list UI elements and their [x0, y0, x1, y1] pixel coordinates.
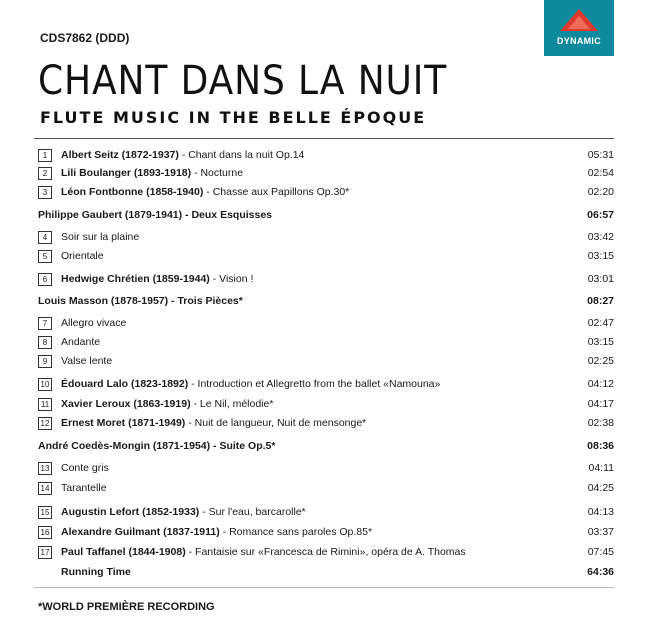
composer: Ernest Moret (1871-1949) [61, 417, 186, 429]
catalog-number: CDS7862 (DDD) [40, 31, 130, 45]
work-title: Orientale [61, 250, 104, 262]
track-number: 10 [38, 378, 52, 391]
composer: Hedwige Chrétien (1859-1944) [61, 273, 210, 285]
track-row [38, 333, 614, 351]
composer: Édouard Lalo (1823-1892) [61, 378, 189, 390]
work-title: Valse lente [61, 355, 113, 367]
work-title: - Romance sans paroles Op.85* [219, 526, 373, 538]
track-title [61, 395, 273, 413]
duration: 02:20 [587, 186, 614, 198]
duration: 04:11 [588, 462, 614, 474]
track-row [38, 479, 614, 497]
track-title [61, 563, 131, 581]
track-row [38, 352, 614, 370]
track-title [61, 375, 440, 393]
divider [34, 587, 614, 588]
track-number: 3 [38, 186, 52, 199]
dynamic-logo [544, 0, 614, 56]
track-number: 17 [38, 546, 52, 559]
track-row [38, 164, 614, 182]
work-header-row [38, 292, 614, 310]
duration: 64:36 [587, 566, 614, 578]
footnote: *WORLD PREMIÈRE RECORDING [38, 601, 215, 613]
composer: Louis Masson (1878-1957) [38, 295, 169, 307]
track-title [38, 437, 275, 455]
track-row [38, 247, 614, 265]
track-number: 9 [38, 355, 52, 368]
track-title [61, 414, 366, 432]
track-number: 1 [38, 149, 52, 162]
work-title: Soir sur la plaine [61, 231, 140, 243]
work-header-row [38, 437, 614, 455]
work-title: Allegro vivace [61, 317, 127, 329]
track-row [38, 270, 614, 288]
track-row [38, 183, 614, 201]
work-title: - Sur l'eau, barcarolle* [199, 506, 306, 518]
running-time-row [38, 563, 614, 581]
composer: Lili Boulanger (1893-1918) [61, 167, 192, 179]
work-title: Conte gris [61, 462, 109, 474]
work-title: - Deux Esquisses [182, 209, 273, 221]
duration: 02:54 [587, 167, 614, 179]
duration: 03:37 [587, 526, 614, 538]
track-row [38, 523, 614, 541]
work-title: - Trois Pièces* [168, 295, 243, 307]
duration: 02:38 [587, 417, 614, 429]
duration: 03:15 [587, 336, 614, 348]
composer: Running Time [61, 566, 131, 578]
track-title [61, 459, 109, 477]
track-number: 16 [38, 526, 52, 539]
work-title: - Le Nil, mélodie* [190, 398, 274, 410]
duration: 06:57 [587, 209, 614, 221]
composer: André Coedès-Mongin (1871-1954) [38, 440, 211, 452]
track-number: 14 [38, 482, 52, 495]
track-number: 5 [38, 250, 52, 263]
track-row [38, 503, 614, 521]
duration: 04:25 [587, 482, 614, 494]
logo-triangle-icon [558, 7, 600, 33]
work-title: - Vision ! [209, 273, 254, 285]
duration: 05:31 [587, 149, 614, 161]
logo-text: DYNAMIC [556, 36, 602, 46]
track-row [38, 228, 614, 246]
album-title: CHANT DANS LA NUIT [38, 58, 448, 104]
work-title: - Fantaisie sur «Francesca de Rimini», opéra de A. Thomas [185, 546, 466, 558]
composer: Paul Taffanel (1844-1908) [61, 546, 186, 558]
duration: 07:45 [587, 546, 614, 558]
track-title [61, 164, 243, 182]
track-number: 7 [38, 317, 52, 330]
track-title [61, 333, 100, 351]
duration: 04:12 [587, 378, 614, 390]
track-number: 13 [38, 462, 52, 475]
track-title [61, 352, 112, 370]
duration: 02:25 [587, 355, 614, 367]
duration: 02:47 [587, 317, 614, 329]
work-title: - Chant dans la nuit Op.14 [178, 149, 305, 161]
track-row [38, 459, 614, 477]
track-row [38, 314, 614, 332]
track-title [38, 292, 243, 310]
track-title [61, 183, 349, 201]
duration: 08:27 [587, 295, 614, 307]
composer: Augustin Lefort (1852-1933) [61, 506, 200, 518]
duration: 03:01 [587, 273, 614, 285]
work-title: - Nuit de langueur, Nuit de mensonge* [185, 417, 367, 429]
work-title: - Chasse aux Papillons Op.30* [203, 186, 350, 198]
track-row [38, 414, 614, 432]
track-title [61, 314, 126, 332]
work-title: - Introduction et Allegretto from the ballet «Namouna» [188, 378, 441, 390]
track-title [61, 479, 107, 497]
track-number: 4 [38, 231, 52, 244]
composer: Albert Seitz (1872-1937) [61, 149, 179, 161]
work-title: - Nocturne [191, 167, 244, 179]
track-row [38, 543, 614, 561]
track-title [61, 543, 466, 561]
duration: 03:15 [587, 250, 614, 262]
work-title: Tarantelle [61, 482, 107, 494]
duration: 03:42 [587, 231, 614, 243]
track-title [61, 270, 253, 288]
track-number: 6 [38, 273, 52, 286]
work-title: Andante [61, 336, 101, 348]
divider [34, 138, 614, 139]
track-number: 8 [38, 336, 52, 349]
duration: 04:13 [587, 506, 614, 518]
composer: Léon Fontbonne (1858-1940) [61, 186, 204, 198]
track-title [38, 206, 272, 224]
composer: Philippe Gaubert (1879-1941) [38, 209, 183, 221]
track-title [61, 503, 306, 521]
track-row [38, 146, 614, 164]
track-row [38, 375, 614, 393]
track-title [61, 523, 372, 541]
album-subtitle: FLUTE MUSIC IN THE BELLE ÉPOQUE [40, 108, 427, 127]
track-title [61, 247, 104, 265]
work-title: - Suite Op.5* [210, 440, 276, 452]
track-number: 12 [38, 417, 52, 430]
composer: Xavier Leroux (1863-1919) [61, 398, 191, 410]
track-number: 15 [38, 506, 52, 519]
work-header-row [38, 206, 614, 224]
duration: 08:36 [587, 440, 614, 452]
duration: 04:17 [587, 398, 614, 410]
composer: Alexandre Guilmant (1837-1911) [61, 526, 220, 538]
track-row [38, 395, 614, 413]
track-title [61, 146, 304, 164]
track-number: 2 [38, 167, 52, 180]
track-title [61, 228, 139, 246]
track-number: 11 [38, 398, 52, 411]
